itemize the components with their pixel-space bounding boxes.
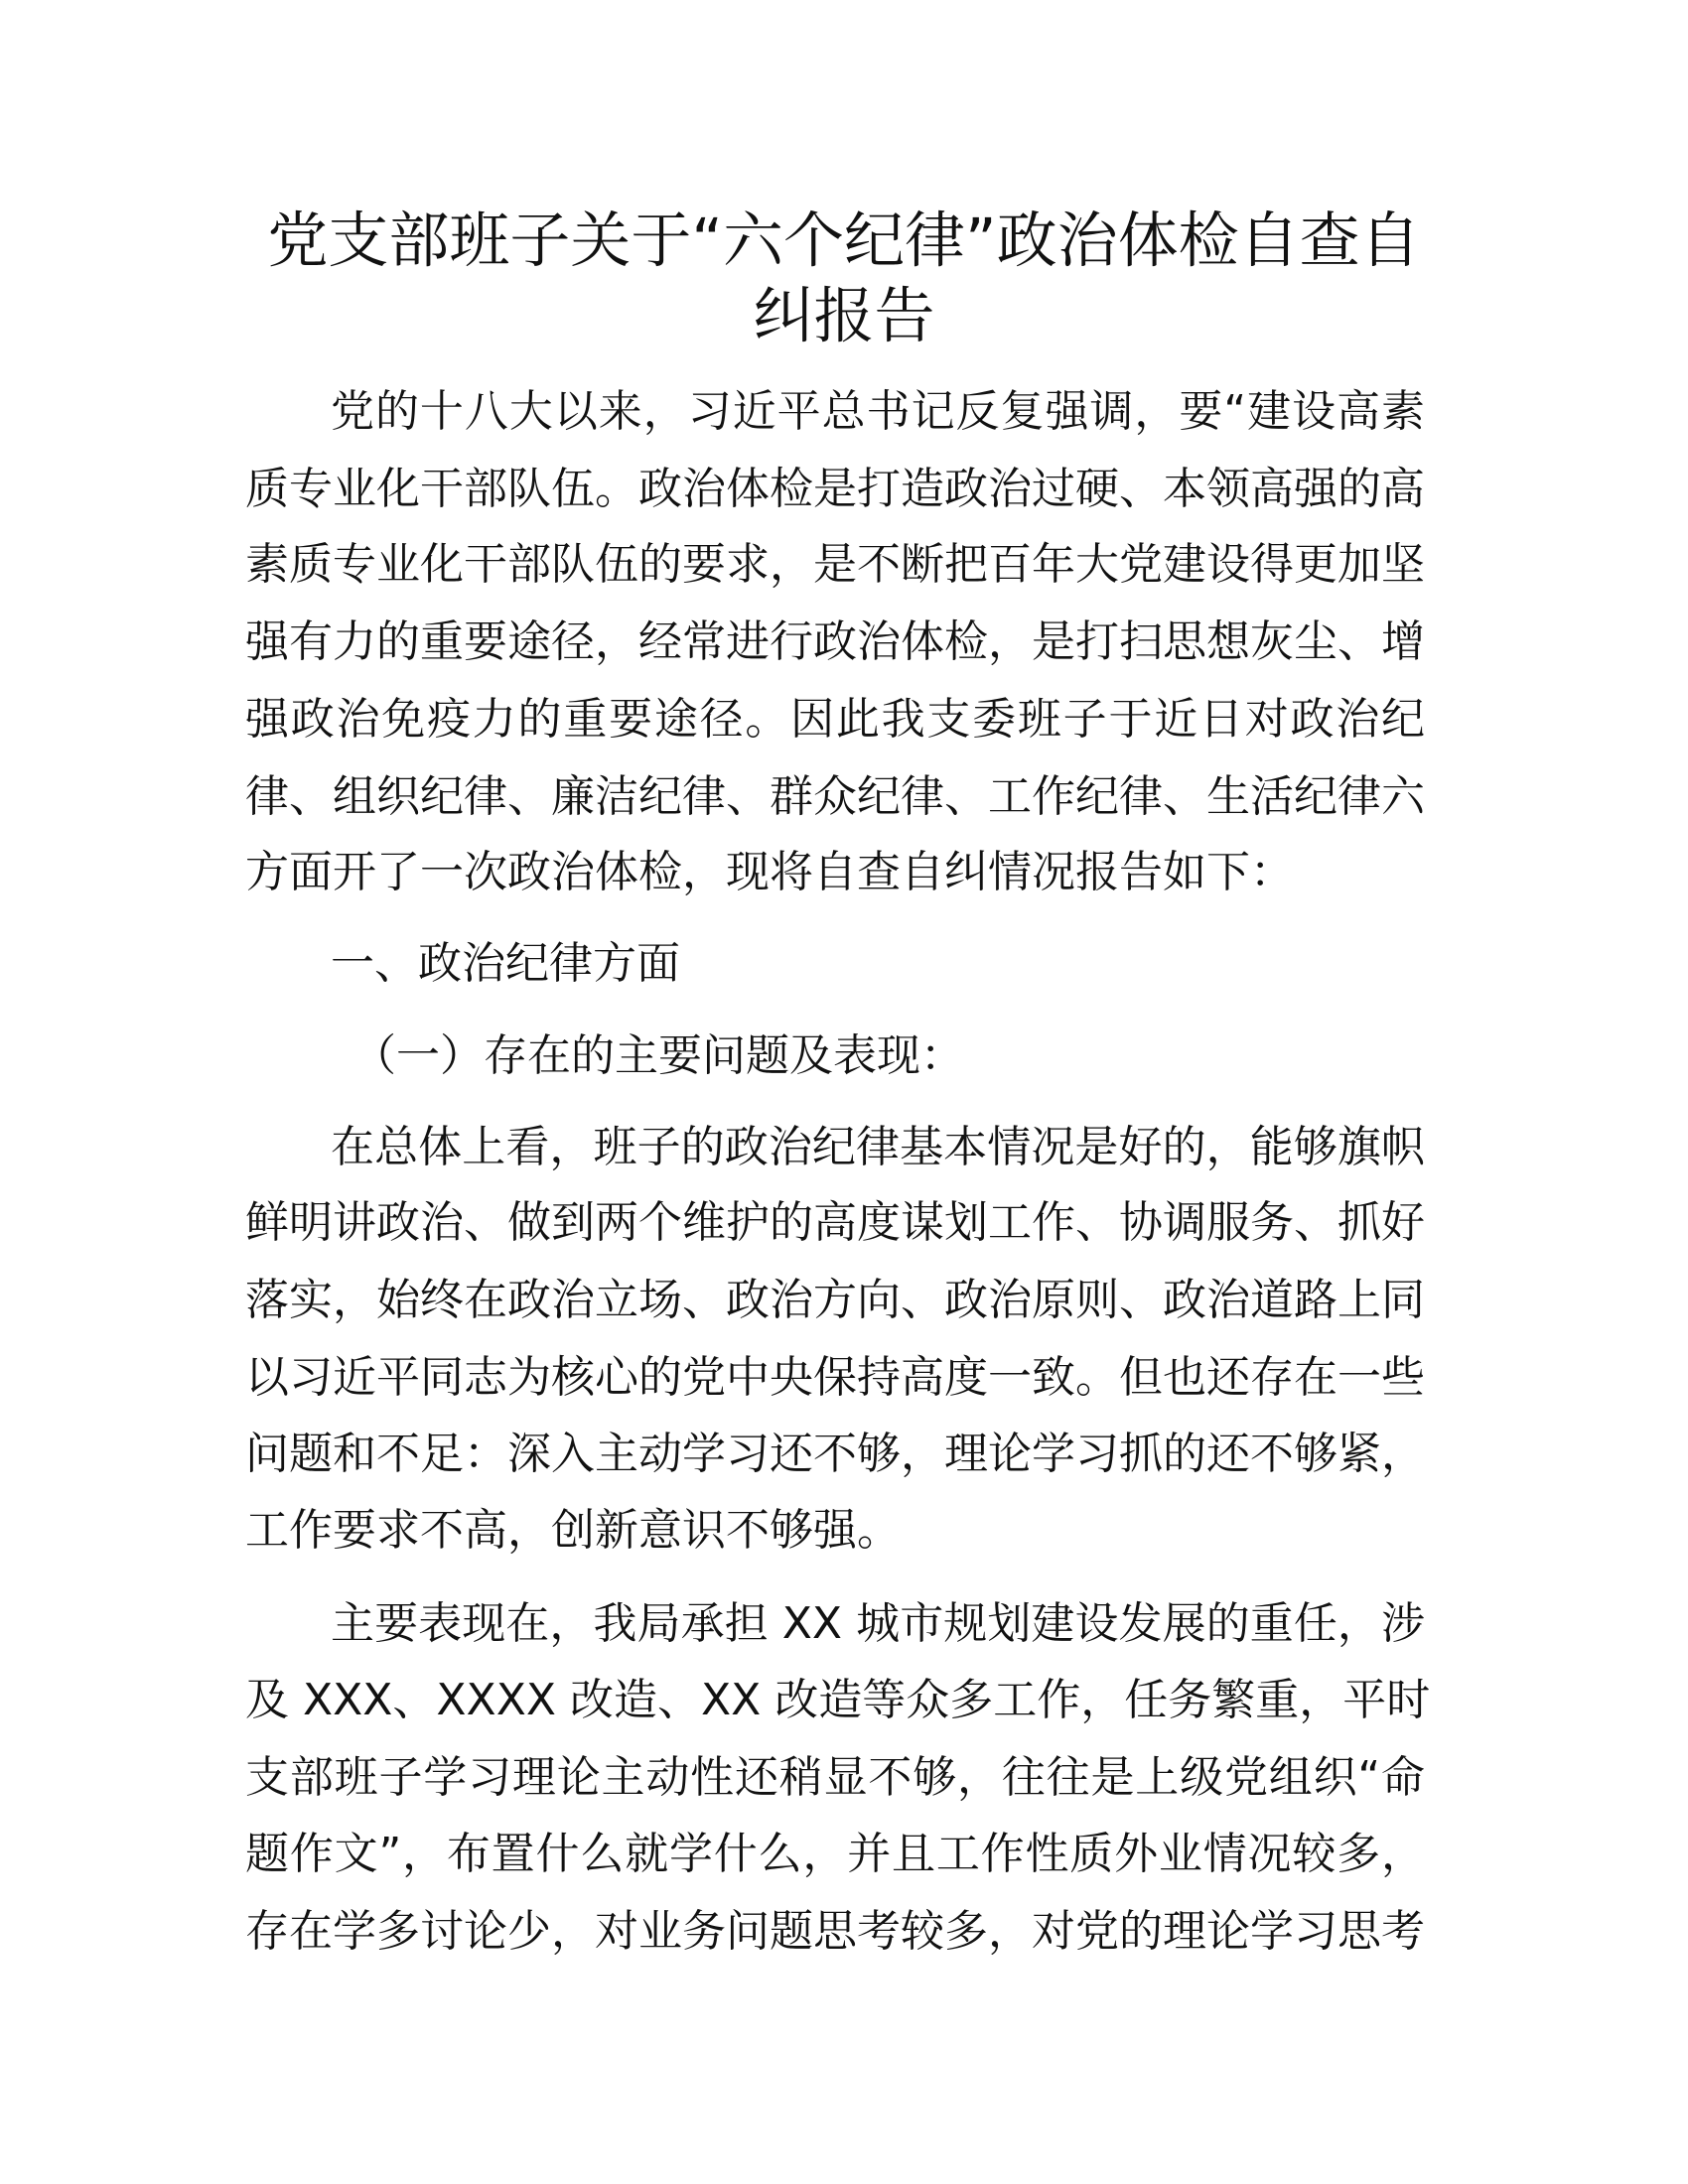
body-text-line: 存在学多讨论少，对业务问题思考较多，对党的理论学习思考 — [245, 1906, 1425, 1957]
body-text-line: 党的十八大以来，习近平总书记反复强调，要“建设高素 — [331, 386, 1425, 437]
body-text-line: 工作要求不高，创新意识不够强。 — [245, 1505, 901, 1556]
document-title-line-2: 纠报告 — [753, 281, 935, 351]
body-text-line: 方面开了一次政治体检，现将自查自纠情况报告如下： — [245, 847, 1294, 897]
body-text-line: 题作文”，布置什么就学什么，并且工作性质外业情况较多， — [245, 1829, 1425, 1879]
body-text-line: 鲜明讲政治、做到两个维护的高度谋划工作、协调服务、抓好 — [245, 1197, 1425, 1248]
body-text-line: 支部班子学习理论主动性还稍显不够，往往是上级党组织“命 — [245, 1752, 1425, 1803]
body-text-line: 律、组织纪律、廉洁纪律、群众纪律、工作纪律、生活纪律六 — [245, 771, 1425, 822]
section-heading: （一）存在的主要问题及表现： — [352, 1030, 964, 1081]
body-text-line: 在总体上看，班子的政治纪律基本情况是好的，能够旗帜 — [331, 1122, 1425, 1172]
body-text-line: 问题和不足：深入主动学习还不够，理论学习抓的还不够紧， — [245, 1429, 1425, 1479]
body-text-line: 强有力的重要途径，经常进行政治体检，是打扫思想灰尘、增 — [245, 616, 1425, 667]
body-text-line: 素质专业化干部队伍的要求，是不断把百年大党建设得更加坚 — [245, 539, 1425, 590]
body-text-line: 及 XXX、XXXX 改造、XX 改造等众多工作，任务繁重，平时 — [245, 1675, 1431, 1725]
body-text-line: 质专业化干部队伍。政治体检是打造政治过硬、本领高强的高 — [245, 464, 1425, 514]
body-text-line: 强政治免疫力的重要途径。因此我支委班子于近日对政治纪 — [245, 694, 1425, 745]
document-title-line-1: 党支部班子关于“六个纪律”政治体检自查自 — [267, 205, 1421, 276]
body-text-line: 主要表现在，我局承担 XX 城市规划建设发展的重任，涉 — [331, 1598, 1425, 1649]
section-heading: 一、政治纪律方面 — [331, 938, 680, 989]
body-text-line: 以习近平同志为核心的党中央保持高度一致。但也还存在一些 — [245, 1352, 1425, 1403]
body-text-line: 落实，始终在政治立场、政治方向、政治原则、政治道路上同 — [245, 1275, 1425, 1325]
